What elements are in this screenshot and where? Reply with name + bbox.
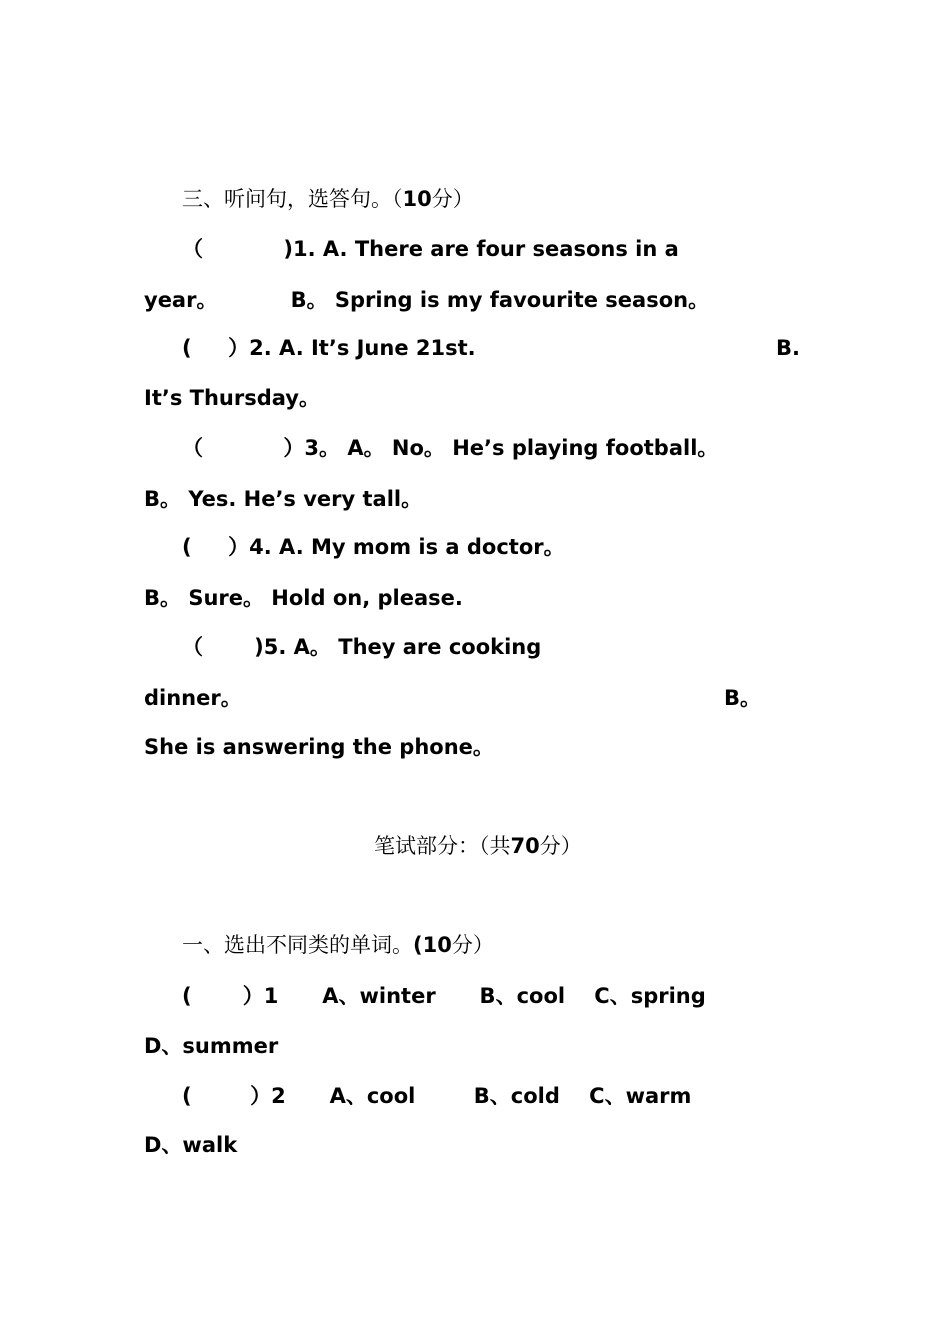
question-4-line-1: ( ）4. A. My mom is a doctor。 — [182, 535, 565, 559]
heading-text: 三、听问句，选答句。（ — [182, 187, 403, 211]
odd-one-out-item-1-line-2: D、summer — [144, 1034, 279, 1058]
question-5-option-b-label: B。 — [724, 686, 762, 710]
question-4-line-2: B。 Sure。 Hold on, please. — [144, 586, 463, 610]
title-text: 笔试部分：（共 — [374, 834, 511, 858]
question-5-line-1: （ )5. A。 They are cooking — [182, 635, 542, 659]
heading-end: 分） — [451, 933, 494, 957]
question-1-line-2: year。 B。 Spring is my favourite season。 — [144, 288, 710, 312]
question-5-line-3: She is answering the phone。 — [144, 735, 494, 759]
listening-section-heading — [182, 185, 474, 213]
odd-one-out-item-2-line-1: ( ）2 A、cool B、cold C、warm — [182, 1084, 692, 1108]
written-part-title — [374, 832, 582, 860]
question-2-line-2: It’s Thursday。 — [144, 386, 320, 410]
question-1-line-1: （ )1. A. There are four seasons in a — [182, 237, 679, 261]
heading-score: 10 — [402, 187, 432, 211]
question-3-line-2: B。 Yes. He’s very tall。 — [144, 487, 423, 511]
odd-one-out-item-2-line-2: D、walk — [144, 1133, 238, 1157]
heading-score: (10 — [413, 933, 452, 957]
question-2-option-b-label: B. — [776, 336, 800, 360]
question-3-line-1: （ ）3。 A。 No。 He’s playing football。 — [182, 436, 719, 460]
title-end: 分） — [539, 834, 582, 858]
question-5-line-2: dinner。 — [144, 686, 242, 710]
heading-end: 分） — [431, 187, 474, 211]
question-2-line-1: ( ）2. A. It’s June 21st. — [182, 336, 476, 360]
odd-one-out-item-1-line-1: ( ）1 A、winter B、cool C、spring — [182, 984, 706, 1008]
odd-one-out-section-heading — [182, 931, 494, 959]
title-score: 70 — [510, 834, 540, 858]
heading-text: 一、选出不同类的单词。 — [182, 933, 413, 957]
